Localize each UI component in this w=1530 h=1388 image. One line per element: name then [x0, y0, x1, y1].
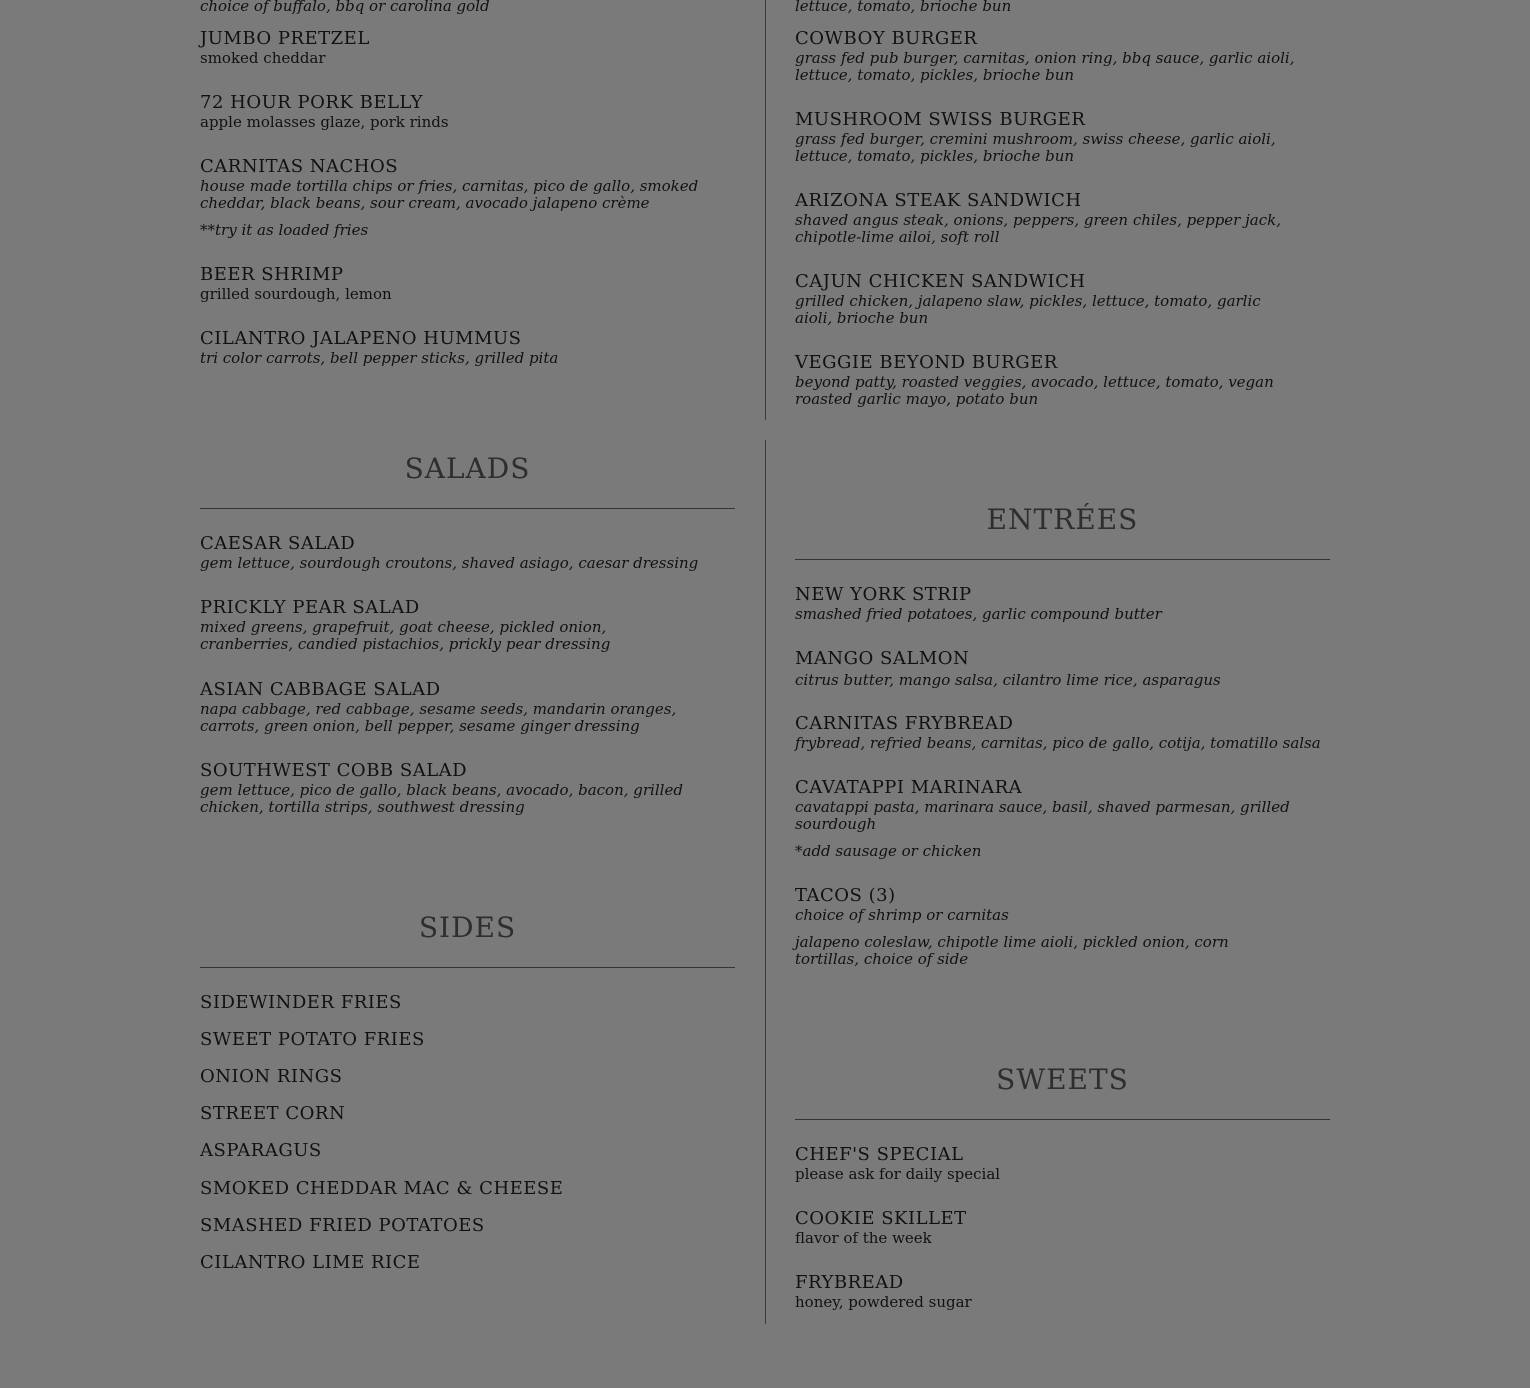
- item-name: PRICKLY PEAR SALAD: [200, 597, 420, 618]
- menu-item: [795, 109, 1330, 165]
- item-description: gem lettuce, sourdough croutons, shaved asiago, caesar dressing: [200, 554, 699, 572]
- item-description: napa cabbage, red cabbage, sesame seeds, mandarin oranges, carrots, green onion, bell pepper, sesame ginger dressing: [200, 700, 677, 735]
- item-name: CAJUN CHICKEN SANDWICH: [795, 271, 1086, 292]
- item-name: MUSHROOM SWISS BURGER: [795, 109, 1086, 130]
- item-description: shaved angus steak, onions, peppers, green chiles, pepper jack, chipotle-lime ailoi, soft roll: [795, 211, 1281, 246]
- item-name: CAVATAPPI MARINARA: [795, 777, 1023, 798]
- menu-item: [200, 328, 735, 367]
- side-item: SIDEWINDER FRIES: [200, 992, 402, 1013]
- side-item: SMASHED FRIED POTATOES: [200, 1215, 485, 1236]
- item-description: mixed greens, grapefruit, goat cheese, pickled onion, cranberries, candied pistachios, prickly pear dressing: [200, 618, 611, 653]
- menu-item: [200, 533, 735, 572]
- menu-item: [795, 271, 1330, 327]
- item-description: gem lettuce, pico de gallo, black beans, avocado, bacon, grilled chicken, tortilla strips, southwest dressing: [200, 781, 683, 816]
- item-name: CHEF'S SPECIAL: [795, 1144, 964, 1165]
- section-title-sweets: SWEETS: [996, 1063, 1129, 1096]
- item-description: grass fed burger, cremini mushroom, swiss cheese, garlic aioli, lettuce, tomato, pickles, brioche bun: [795, 130, 1276, 165]
- item-name: SOUTHWEST COBB SALAD: [200, 760, 468, 781]
- item-name: JUMBO PRETZEL: [200, 28, 370, 49]
- menu-item: [200, 264, 735, 303]
- item-description: grilled chicken, jalapeno slaw, pickles, lettuce, tomato, garlic aioli, brioche bun: [795, 292, 1261, 327]
- menu-item: [200, 679, 735, 735]
- menu-item: [795, 1208, 1330, 1247]
- menu-item: [795, 1272, 1330, 1311]
- item-note: **try it as loaded fries: [200, 221, 369, 239]
- item-name: BEER SHRIMP: [200, 264, 344, 285]
- side-item: CILANTRO LIME RICE: [200, 1252, 421, 1273]
- item-description: tri color carrots, bell pepper sticks, grilled pita: [200, 349, 559, 367]
- item-description: lettuce, tomato, brioche bun: [795, 0, 1012, 15]
- item-note: jalapeno coleslaw, chipotle lime aioli, pickled onion, corn tortillas, choice of side: [795, 933, 1229, 968]
- side-item: STREET CORN: [200, 1103, 346, 1124]
- item-description: beyond patty, roasted veggies, avocado, lettuce, tomato, vegan roasted garlic mayo, potato bun: [795, 373, 1274, 408]
- item-description: smoked cheddar: [200, 49, 326, 67]
- section-divider: [795, 559, 1330, 560]
- item-name: FRYBREAD: [795, 1272, 904, 1293]
- section-divider: [200, 967, 735, 968]
- item-description: choice of buffalo, bbq or carolina gold: [200, 0, 490, 15]
- menu-item: [795, 584, 1330, 623]
- menu-item: [200, 760, 735, 816]
- menu-item: [200, 28, 735, 67]
- item-description: cavatappi pasta, marinara sauce, basil, shaved parmesan, grilled sourdough: [795, 798, 1290, 833]
- section-title-entrees: ENTRÉES: [986, 503, 1139, 536]
- section-title-salads: SALADS: [404, 452, 531, 485]
- item-name: CARNITAS FRYBREAD: [795, 713, 1014, 734]
- menu-item: [795, 885, 1330, 968]
- item-name: COOKIE SKILLET: [795, 1208, 967, 1229]
- item-description: house made tortilla chips or fries, carnitas, pico de gallo, smoked cheddar, black beans, sour cream, avocado jalapeno crème: [200, 177, 699, 212]
- item-note: *add sausage or chicken: [795, 842, 982, 860]
- item-description: grilled sourdough, lemon: [200, 285, 392, 303]
- item-name: 72 HOUR PORK BELLY: [200, 92, 424, 113]
- item-name: CILANTRO JALAPENO HUMMUS: [200, 328, 522, 349]
- item-description: grass fed pub burger, carnitas, onion ring, bbq sauce, garlic aioli, lettuce, tomato, pickles, brioche bun: [795, 49, 1295, 84]
- menu-item: [795, 777, 1330, 860]
- item-name: TACOS (3): [795, 885, 896, 906]
- item-description: honey, powdered sugar: [795, 1293, 972, 1311]
- item-name: CARNITAS NACHOS: [200, 156, 399, 177]
- item-name: VEGGIE BEYOND BURGER: [795, 352, 1058, 373]
- section-title-sides: SIDES: [418, 911, 517, 944]
- section-divider: [795, 1119, 1330, 1120]
- menu-item: [795, 190, 1330, 246]
- side-item: SWEET POTATO FRIES: [200, 1029, 425, 1050]
- menu-item: [795, 1144, 1330, 1183]
- item-description: frybread, refried beans, carnitas, pico de gallo, cotija, tomatillo salsa: [795, 734, 1321, 752]
- item-name: ARIZONA STEAK SANDWICH: [795, 190, 1082, 211]
- menu-item: [795, 713, 1330, 752]
- item-name: COWBOY BURGER: [795, 28, 978, 49]
- column-divider-bottom: [765, 440, 766, 1324]
- item-description: flavor of the week: [795, 1229, 932, 1247]
- item-name: NEW YORK STRIP: [795, 584, 972, 605]
- menu-item: [200, 156, 735, 239]
- menu-item: [200, 597, 735, 653]
- side-item: ONION RINGS: [200, 1066, 343, 1087]
- side-item: ASPARAGUS: [200, 1140, 322, 1161]
- column-divider-top: [765, 0, 766, 420]
- menu-item: [200, 92, 735, 131]
- item-name: MANGO SALMON: [795, 648, 970, 669]
- item-description: citrus butter, mango salsa, cilantro lime rice, asparagus: [795, 671, 1221, 689]
- item-name: ASIAN CABBAGE SALAD: [200, 679, 441, 700]
- menu-item: [795, 28, 1330, 84]
- item-description: choice of shrimp or carnitas: [795, 906, 1009, 924]
- item-name: CAESAR SALAD: [200, 533, 356, 554]
- item-description: please ask for daily special: [795, 1165, 1001, 1183]
- menu-item: [795, 648, 1330, 689]
- menu-item: [795, 352, 1330, 408]
- section-divider: [200, 508, 735, 509]
- item-description: smashed fried potatoes, garlic compound butter: [795, 605, 1162, 623]
- item-description: apple molasses glaze, pork rinds: [200, 113, 449, 131]
- side-item: SMOKED CHEDDAR MAC & CHEESE: [200, 1178, 564, 1199]
